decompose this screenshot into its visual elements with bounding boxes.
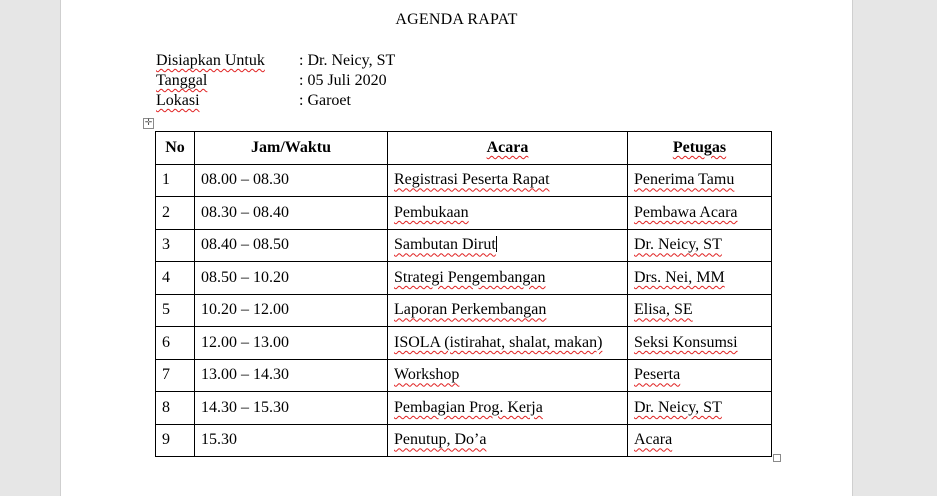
meta-row [156, 71, 395, 91]
cell-text: 3 [162, 236, 170, 254]
table-resize-icon[interactable] [773, 454, 781, 462]
table-row [156, 424, 772, 457]
cell-text: ISOLA (istirahat, shalat, makan) [394, 333, 603, 351]
table-cell[interactable] [156, 392, 195, 425]
table-cell[interactable] [156, 294, 195, 327]
cell-text: 12.00 – 13.00 [201, 333, 289, 351]
table-move-icon[interactable]: ✛ [144, 118, 153, 128]
cell-text: 6 [162, 333, 170, 351]
cell-text: 5 [162, 301, 170, 319]
table-cell[interactable] [388, 294, 628, 327]
cell-text: Laporan Perkembangan [394, 301, 547, 319]
header-cell[interactable]: No [156, 132, 195, 165]
table-cell[interactable] [388, 164, 628, 197]
cell-text: Peserta [634, 366, 681, 384]
meta-value: : Dr. Neicy, ST [299, 52, 396, 69]
cell-text: Sambutan Dirut [394, 236, 496, 254]
table-cell[interactable] [628, 392, 772, 425]
text-cursor [496, 236, 497, 252]
cell-text: Seksi Konsumsi [634, 333, 738, 351]
table-cell[interactable] [156, 164, 195, 197]
meta-value: : 05 Juli 2020 [299, 72, 387, 89]
meta-row [156, 91, 395, 111]
table-row [156, 229, 772, 262]
meta-key: Tanggal [156, 72, 208, 89]
header-text: Petugas [672, 138, 727, 156]
cell-text: 10.20 – 12.00 [201, 301, 289, 319]
cell-text: Pembawa Acara [634, 203, 738, 221]
agenda-table [155, 131, 772, 457]
table-cell[interactable] [628, 327, 772, 360]
meta-row [156, 51, 395, 71]
cell-text: 14.30 – 15.30 [201, 398, 289, 416]
table-cell[interactable] [156, 359, 195, 392]
header-cell[interactable] [628, 132, 772, 165]
cell-text: Workshop [394, 366, 460, 384]
cell-text: Dr. Neicy, ST [634, 398, 722, 416]
table-cell[interactable] [388, 327, 628, 360]
table-cell[interactable] [156, 424, 195, 457]
table-cell[interactable] [195, 294, 388, 327]
table-cell[interactable] [195, 424, 388, 457]
cell-text: 8 [162, 398, 170, 416]
table-cell[interactable] [195, 164, 388, 197]
table-cell[interactable] [195, 359, 388, 392]
table-row [156, 359, 772, 392]
table-row [156, 197, 772, 230]
table-cell[interactable] [628, 197, 772, 230]
table-cell[interactable] [388, 229, 628, 262]
table-row [156, 262, 772, 295]
cell-text: 08.00 – 08.30 [201, 171, 289, 189]
cell-text: Pembukaan [394, 203, 469, 221]
table-cell[interactable] [628, 424, 772, 457]
cell-text: 4 [162, 268, 170, 286]
table-row [156, 392, 772, 425]
cell-text: 15.30 [201, 431, 237, 449]
cell-text: Elisa, SE [634, 301, 693, 319]
table-cell[interactable] [628, 359, 772, 392]
table-cell[interactable] [156, 327, 195, 360]
cell-text: Strategi Pengembangan [394, 268, 546, 286]
table-cell[interactable] [156, 262, 195, 295]
table-cell[interactable] [388, 197, 628, 230]
cell-text: Pembagian Prog. Kerja [394, 398, 543, 416]
cell-text: Registrasi Peserta Rapat [394, 171, 550, 189]
table-cell[interactable] [628, 164, 772, 197]
cell-text: 08.40 – 08.50 [201, 236, 289, 254]
table-row [156, 294, 772, 327]
cell-text: Acara [634, 431, 673, 449]
cell-text: 2 [162, 203, 170, 221]
table-cell[interactable] [195, 229, 388, 262]
cell-text: Penerima Tamu [634, 171, 735, 189]
cell-text: 08.50 – 10.20 [201, 268, 289, 286]
table-row [156, 164, 772, 197]
table-cell[interactable] [195, 262, 388, 295]
meta-value: : Garoet [299, 92, 351, 109]
table-cell[interactable] [156, 197, 195, 230]
cell-text: 13.00 – 14.30 [201, 366, 289, 384]
table-cell[interactable] [195, 197, 388, 230]
cell-text: 7 [162, 366, 170, 384]
table-row [156, 327, 772, 360]
cell-text: 1 [162, 171, 170, 189]
table-cell[interactable] [195, 392, 388, 425]
header-cell[interactable]: Jam/Waktu [195, 132, 388, 165]
meta-key: Disiapkan Untuk [156, 52, 265, 69]
table-cell[interactable] [388, 262, 628, 295]
table-cell[interactable] [388, 392, 628, 425]
header-text: Acara [486, 138, 529, 156]
table-cell[interactable] [388, 359, 628, 392]
cell-text: Penutup, Do’a [394, 431, 487, 449]
cell-text: Dr. Neicy, ST [634, 236, 722, 254]
document-page[interactable] [60, 0, 853, 496]
table-cell[interactable] [195, 327, 388, 360]
table-cell[interactable] [628, 294, 772, 327]
cell-text: 9 [162, 431, 170, 449]
header-cell[interactable] [388, 132, 628, 165]
meta-key: Lokasi [156, 92, 200, 109]
table-cell[interactable] [628, 229, 772, 262]
table-header-row [156, 132, 772, 165]
meta-block [156, 51, 395, 111]
cell-text: 08.30 – 08.40 [201, 203, 289, 221]
table-cell[interactable] [628, 262, 772, 295]
table-cell[interactable] [388, 424, 628, 457]
document-title: AGENDA RAPAT [395, 11, 518, 28]
cell-text: Drs. Nei, MM [634, 268, 725, 286]
table-cell[interactable] [156, 229, 195, 262]
